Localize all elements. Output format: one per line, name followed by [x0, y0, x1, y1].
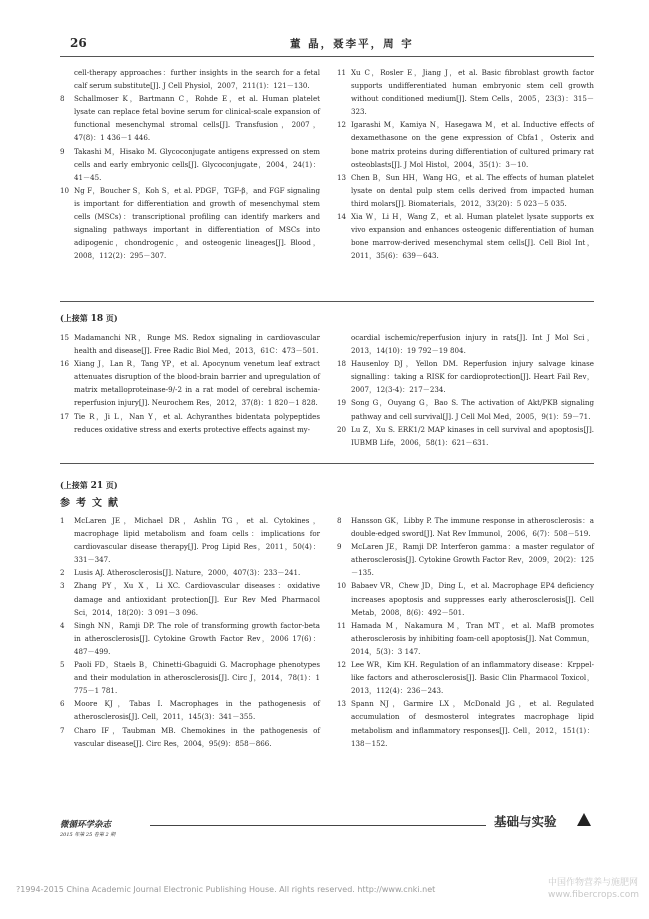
reference-number: 9: [337, 542, 342, 552]
reference-text: Chen B，Sun HH，Wang HG，et al. The effects of human platelet lysate on dental pulp stem cells derived from impacted human third molars[J]. Biomaterials，2012，33(20)：5 023－5 035.: [351, 172, 594, 208]
reference-number: 13: [337, 172, 347, 182]
reference-text: ocardial ischemic/reperfusion injury in rats[J]. Int J Mol Sci，2013，14(10)：19 792－19 804.: [351, 333, 594, 356]
reference-number: 6: [60, 699, 65, 709]
reference-text: Hamada M，Nakamura M，Tran MT，et al. MafB promotes atherosclerosis by inhibiting foam-cell apoptosis[J]. Nat Commun，2014，5(3)：3 147.: [351, 620, 594, 656]
reference-item: [337, 396, 594, 422]
reference-text: Xia W，Li H，Wang Z，et al. Human platelet lysate supports ex vivo expansion and enhances osteogenic differentiation of human bone marrow-derived mesenchymal stem cells[J]. Cell Biol Int，2011，35(6)：639－643.: [351, 212, 594, 261]
reference-item: [60, 145, 320, 184]
reference-text: Lu Z，Xu S. ERK1/2 MAP kinases in cell survival and apoptosis[J]. IUBMB Life，2006，58(1)：621－631.: [351, 424, 594, 447]
reference-text: McLaren JE，Ramji DP. Interferon gamma：a master regulator of atherosclerosis[J]. Cytokine Growth Factor Rev，2009，20(2)：125－135.: [351, 542, 594, 578]
reference-number: 12: [337, 660, 347, 670]
block2-left-column: [60, 331, 320, 436]
journal-issue: 2015 年第 25 卷第 2 期: [60, 832, 116, 838]
reference-item: [60, 331, 320, 357]
reference-number: 10: [60, 185, 70, 195]
reference-number: 1: [60, 516, 65, 525]
journal-name: 微循环学杂志: [60, 820, 112, 830]
references-heading: 参考文献: [60, 498, 124, 509]
reference-number: 11: [337, 68, 347, 77]
triangle-icon: [577, 813, 591, 826]
reference-text: Paoli FD，Staels B，Chinetti-Gbaguidi G. Macrophage phenotypes and their modulation in atherosclerosis[J]. Circ J，2014，78(1)：1 775－1 781.: [74, 660, 320, 696]
footer-rule: [150, 825, 486, 826]
reference-number: 8: [60, 94, 65, 104]
reference-text: Zhang PY，Xu X，Li XC. Cardiovascular diseases：oxidative damage and antioxidant protection[J]. Eur Rev Med Pharmacol Sci，2014，18(20)：3 091－3 096.: [74, 581, 320, 617]
reference-text: Charo IF，Taubman MB. Chemokines in the pathogenesis of vascular disease[J]. Circ Res，2004，95(9)：858－866.: [74, 725, 320, 748]
reference-item: [337, 658, 594, 697]
reference-item: [60, 92, 320, 144]
copyright-notice: ?1994-2015 China Academic Journal Electronic Publishing House. All rights reserved. http://www.cnki.net: [16, 885, 436, 894]
site-watermark: 中国作物营养与施肥网 www.fibercrops.com: [548, 878, 639, 900]
reference-text: Tie R，Ji L，Nan Y，et al. Achyranthes bidentata polypeptides reduces oxidative stress and exerts protective effects against my-: [74, 411, 320, 434]
reference-text: Singh NN，Ramji DP. The role of transforming growth factor-beta in atherosclerosis[J]. Cytokine Growth Factor Rev，2006 17(6)：487－499.: [74, 620, 320, 656]
reference-item: [60, 66, 320, 92]
section-title: 基础与实验: [494, 814, 557, 829]
reference-item: [60, 357, 320, 409]
reference-item: [60, 619, 320, 658]
continued-from-21: (上接第 21 页): [60, 480, 118, 491]
reference-number: 8: [337, 516, 342, 525]
reference-text: Ng F，Boucher S，Koh S，et al. PDGF，TGF-β，and FGF signaling is important for differentiation and growth of mesenchymal stem cells (MSCs)：transcriptional profiling can identify markers and signaling pathways important in differentiation of MSCs into adipogenic，chondrogenic，and osteogenic lineages[J]. Blood，2008，112(2)：295－307.: [74, 185, 320, 261]
reference-text: Hausenloy DJ，Yellon DM. Reperfusion injury salvage kinase signalling：taking a RISK for cardioprotection[J]. Heart Fail Rev，2007，12(3-4)：217－234.: [351, 359, 594, 395]
reference-item: [337, 423, 594, 449]
reference-number: 11: [337, 620, 347, 630]
reference-text: Spann NJ，Garmire LX，McDonald JG，et al. Regulated accumulation of desmosterol integrates macrophage lipid metabolism and inflammatory responses[J]. Cell，2012，151(1)：138－152.: [351, 699, 594, 748]
reference-item: [337, 514, 594, 540]
reference-number: 18: [337, 359, 347, 369]
reference-number: 12: [337, 120, 347, 130]
reference-text: Igarashi M，Kamiya N，Hasegawa M，et al. Inductive effects of dexamethasone on the gene expression of Cbfa1，Osterix and bone matrix proteins during differentiation of cultured primary rat osteoblasts[J]. J Mol Histol，2004，35(1)：3－10.: [351, 120, 594, 169]
reference-item: [337, 579, 594, 618]
reference-item: [60, 184, 320, 263]
reference-item: [337, 697, 594, 749]
reference-item: [337, 540, 594, 579]
reference-item: [60, 579, 320, 618]
reference-item: [60, 410, 320, 436]
reference-text: Lusis AJ. Atherosclerosis[J]. Nature，2000，407(3)：233－241.: [74, 568, 301, 578]
page-number: 26: [70, 36, 87, 50]
reference-text: Hansson GK，Libby P. The immune response in atherosclerosis：a double-edged sword[J]. Nat Rev Immunol，2006，6(7)：508－519.: [351, 516, 594, 539]
block2-right-column: [337, 331, 594, 449]
reference-text: Xu C，Rosler E，Jiang J，et al. Basic fibroblast growth factor supports undifferentiated human embryonic stem cell growth without conditioned medium[J]. Stem Cells，2005，23(3)：315－323.: [351, 68, 594, 117]
reference-text: Song G，Ouyang G，Bao S. The activation of Akt/PKB signaling pathway and cell survival[J]. J Cell Mol Med，2005，9(1)：59－71.: [351, 398, 594, 421]
reference-text: Takashi M，Hisako M. Glycoconjugate antigens expressed on stem cells and early embryonic cells[J]. Glycoconjugate，2004，24(1)：41－45.: [74, 146, 320, 182]
reference-item: [337, 118, 594, 170]
reference-number: 5: [60, 660, 65, 670]
block1-right-column: [337, 66, 594, 262]
block2-divider: [60, 463, 594, 464]
reference-item: [60, 566, 320, 579]
reference-number: 7: [60, 725, 65, 735]
reference-item: [60, 658, 320, 697]
reference-item: [60, 514, 320, 566]
reference-number: 20: [337, 424, 347, 434]
continued-page-number: 18: [90, 314, 104, 324]
reference-item: [337, 619, 594, 658]
reference-number: 16: [60, 359, 70, 369]
reference-number: 14: [337, 212, 347, 222]
reference-text: Moore KJ，Tabas I. Macrophages in the pathogenesis of atherosclerosis[J]. Cell，2011，145(3)：341－355.: [74, 699, 320, 722]
header-rule: [60, 56, 594, 57]
reference-text: Lee WR，Kim KH. Regulation of an inflammatory disease：Krppel-like factors and atherosclerosis[J]. Basic Clin Pharmacol Toxicol，2013，112(4)：236－243.: [351, 660, 594, 696]
reference-item: [337, 357, 594, 396]
block3-right-column: [337, 514, 594, 750]
reference-number: 2: [60, 568, 65, 578]
reference-item: [60, 724, 320, 750]
block3-left-column: [60, 514, 320, 750]
reference-text: Madamanchi NR，Runge MS. Redox signaling in cardiovascular health and disease[J]. Free Radic Biol Med，2013，61C：473－501.: [74, 333, 320, 356]
reference-text: cell-therapy approaches：further insights in the search for a fetal calf serum substitute[J]. J Cell Physiol，2007，211(1)：121－130.: [74, 68, 320, 91]
reference-number: 3: [60, 581, 65, 591]
reference-number: 10: [337, 581, 347, 591]
reference-number: 15: [60, 333, 70, 342]
reference-number: 17: [60, 411, 70, 421]
reference-item: [60, 697, 320, 723]
reference-text: Xiang J，Lan R，Tang YP，et al. Apocynum venetum leaf extract attenuates disruption of the blood-brain barrier and upregulation of matrix metalloproteinase-9/-2 in a rat model of cerebral ischemia-reperfusion injury[J]. Neurochem Res，2012，37(8)：1 820－1 828.: [74, 359, 320, 408]
continued-page-number: 21: [90, 481, 104, 491]
block1-divider: [60, 301, 594, 302]
running-header-authors: 董 晶，聂李平，周 宇: [290, 38, 414, 50]
reference-item: [337, 66, 594, 118]
block1-left-column: [60, 66, 320, 262]
reference-number: 9: [60, 146, 65, 156]
reference-text: Babaev VR，Chew JD，Ding L，et al. Macrophage EP4 deficiency increases apoptosis and suppresses early atherosclerosis[J]. Cell Metab，2008，8(6)：492－501.: [351, 581, 594, 617]
reference-number: 19: [337, 398, 347, 408]
reference-text: McLaren JE，Michael DR，Ashlin TG，et al. Cytokines，macrophage lipid metabolism and foam cells：implications for cardiovascular disease therapy[J]. Prog Lipid Res，2011，50(4)：331－347.: [74, 516, 320, 565]
reference-number: 13: [337, 699, 347, 709]
reference-number: 4: [60, 620, 65, 630]
reference-item: [337, 171, 594, 210]
continued-from-18: (上接第 18 页): [60, 313, 118, 324]
reference-item: [337, 331, 594, 357]
reference-item: [337, 210, 594, 262]
reference-text: Schallmoser K，Bartmann C，Rohde E，et al. Human platelet lysate can replace fetal bovine serum for clinical-scale expansion of functional mesenchymal stromal cells[J]. Transfusion，2007，47(8)：1 436－1 446.: [74, 94, 320, 143]
